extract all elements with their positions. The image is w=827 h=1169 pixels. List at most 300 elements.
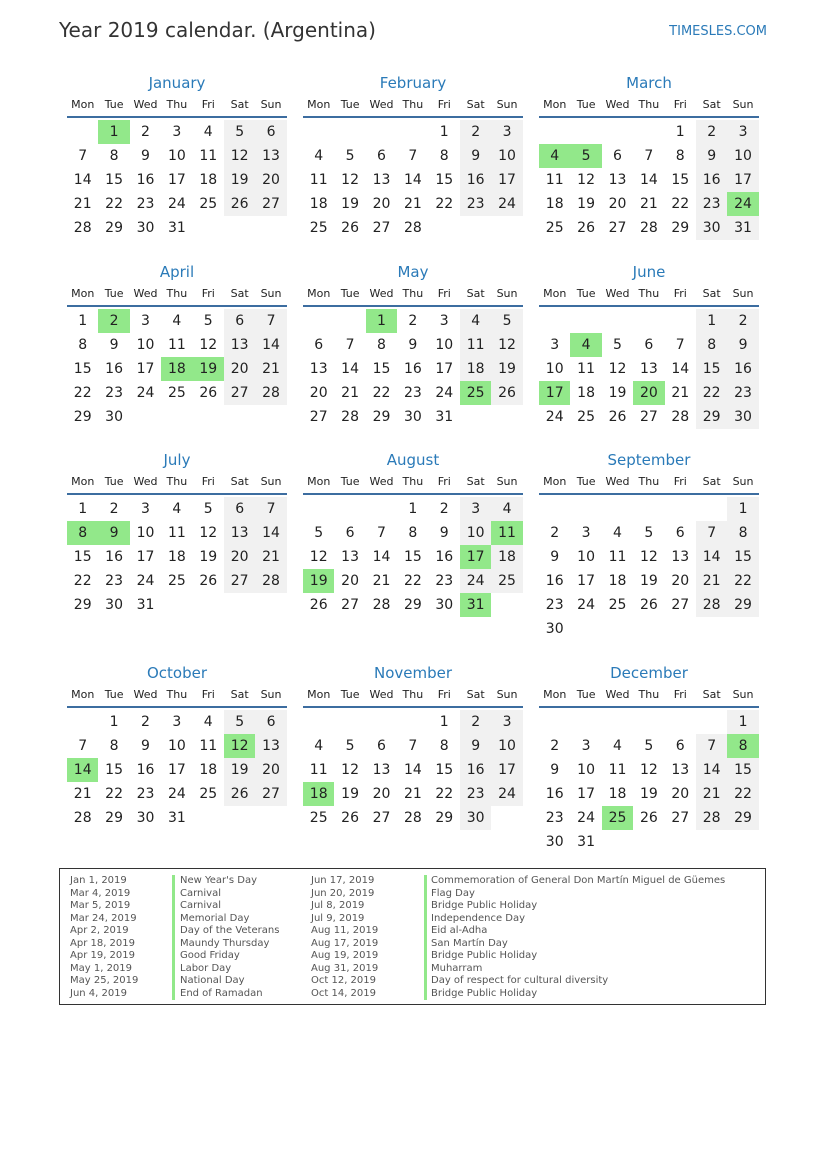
- day-cell: 2: [696, 120, 727, 144]
- holiday-date: Mar 24, 2019: [70, 912, 137, 924]
- day-cell: 6: [224, 497, 255, 521]
- header-divider: [303, 706, 523, 708]
- header-divider: [67, 116, 287, 118]
- legend-dates-column-2: [311, 875, 378, 1000]
- empty-cell: [67, 120, 98, 144]
- weekday-header: [67, 471, 287, 493]
- day-cell: 24: [136, 385, 155, 401]
- day-cell: 8: [675, 148, 685, 164]
- month-name: March: [626, 74, 672, 92]
- day-cell: 26: [199, 573, 218, 589]
- day-cell: 28: [73, 810, 92, 826]
- day-cell: 22: [435, 196, 454, 212]
- day-cell: 30: [545, 834, 564, 850]
- day-cell: 10: [577, 762, 595, 778]
- day-cell: 5: [203, 501, 213, 517]
- day-cell: 26: [224, 782, 255, 806]
- holiday-day-cell: 18: [303, 782, 334, 806]
- day-cell: 6: [255, 120, 286, 144]
- day-cell: 3: [491, 710, 522, 734]
- day-cell: 10: [435, 337, 454, 353]
- day-cell: 7: [408, 148, 418, 164]
- holiday-name: San Martín Day: [431, 937, 508, 949]
- day-cell: 8: [377, 337, 386, 353]
- weekday-label: Mon: [71, 287, 95, 300]
- month-november: [303, 662, 523, 830]
- weekday-label: Fri: [437, 287, 451, 300]
- day-cell: 26: [608, 409, 627, 425]
- holiday-date: Mar 5, 2019: [70, 900, 131, 911]
- day-cell: 6: [675, 525, 685, 541]
- weekday-label: Sat: [466, 475, 485, 488]
- weekday-label: Mon: [71, 98, 95, 111]
- empty-cell: [303, 710, 334, 734]
- day-cell: 18: [199, 762, 218, 778]
- holiday-name: Carnival: [180, 887, 221, 899]
- day-cell: 20: [224, 357, 255, 381]
- day-cell: 21: [73, 786, 92, 802]
- day-cell: 16: [460, 758, 491, 782]
- holiday-date: Apr 19, 2019: [70, 950, 136, 961]
- day-cell: 20: [309, 385, 328, 401]
- day-cell: 13: [341, 549, 359, 565]
- weekday-header: [67, 684, 287, 706]
- empty-cell: [696, 710, 727, 734]
- day-cell: 30: [403, 409, 422, 425]
- day-cell: 5: [224, 710, 255, 734]
- day-cell: 9: [550, 762, 560, 778]
- weekday-header: [67, 283, 287, 305]
- day-grid: [67, 497, 287, 617]
- day-cell: 26: [341, 220, 359, 236]
- weekday-label: Fri: [673, 475, 687, 488]
- day-grid: [539, 710, 759, 854]
- holiday-day-cell: 17: [460, 545, 491, 569]
- weekday-label: Thu: [638, 475, 660, 488]
- day-cell: 17: [136, 549, 155, 565]
- day-cell: 10: [545, 361, 564, 377]
- day-cell: 5: [491, 309, 522, 333]
- day-grid: [67, 710, 287, 830]
- day-cell: 12: [199, 525, 218, 541]
- legend-color-bar-2: [424, 875, 427, 1000]
- day-cell: 17: [577, 573, 595, 589]
- day-cell: 11: [309, 762, 328, 778]
- day-cell: 22: [105, 196, 123, 212]
- day-cell: 31: [435, 409, 454, 425]
- weekday-label: Tue: [104, 688, 124, 701]
- day-cell: 2: [460, 710, 491, 734]
- day-cell: 17: [491, 758, 522, 782]
- empty-cell: [539, 710, 570, 734]
- day-cell: 12: [639, 549, 658, 565]
- day-cell: 29: [435, 810, 454, 826]
- holiday-day-cell: 1: [98, 120, 129, 144]
- day-cell: 12: [341, 172, 359, 188]
- holiday-day-cell: 12: [224, 734, 255, 758]
- holiday-legend: [59, 868, 766, 1005]
- empty-cell: [366, 120, 397, 144]
- day-cell: 17: [491, 168, 522, 192]
- holiday-day-cell: 8: [67, 521, 98, 545]
- holiday-date: Jul 9, 2019: [311, 912, 365, 924]
- weekday-label: Wed: [369, 287, 394, 300]
- day-cell: 29: [727, 806, 758, 830]
- empty-cell: [696, 497, 727, 521]
- day-cell: 22: [372, 385, 391, 401]
- empty-cell: [397, 120, 428, 144]
- empty-cell: [633, 120, 664, 144]
- month-october: [67, 662, 287, 830]
- day-cell: 5: [345, 148, 355, 164]
- day-cell: 14: [639, 172, 658, 188]
- empty-cell: [570, 497, 601, 521]
- day-cell: 22: [403, 573, 422, 589]
- day-cell: 11: [608, 549, 627, 565]
- empty-cell: [665, 309, 696, 333]
- holiday-name: New Year's Day: [180, 875, 258, 886]
- day-cell: 29: [105, 810, 123, 826]
- day-cell: 18: [309, 196, 328, 212]
- day-cell: 18: [577, 385, 595, 401]
- day-cell: 2: [141, 124, 150, 140]
- day-cell: 15: [727, 545, 758, 569]
- day-cell: 24: [435, 385, 454, 401]
- day-cell: 12: [608, 361, 627, 377]
- day-cell: 1: [78, 313, 88, 329]
- site-link[interactable]: TIMESLES.COM: [669, 24, 767, 39]
- day-cell: 4: [613, 525, 622, 541]
- empty-cell: [602, 497, 633, 521]
- weekday-label: Tue: [576, 98, 596, 111]
- day-grid: [67, 120, 287, 240]
- day-cell: 7: [255, 309, 286, 333]
- day-cell: 16: [727, 357, 758, 381]
- day-cell: 19: [639, 573, 658, 589]
- weekday-header: [303, 94, 523, 116]
- day-cell: 1: [439, 714, 449, 730]
- day-cell: 20: [255, 168, 286, 192]
- day-cell: 21: [403, 786, 422, 802]
- weekday-label: Fri: [673, 688, 687, 701]
- day-cell: 9: [408, 337, 418, 353]
- holiday-name: National Day: [180, 975, 245, 986]
- day-cell: 3: [172, 124, 182, 140]
- weekday-label: Wed: [605, 287, 630, 300]
- day-cell: 25: [545, 220, 564, 236]
- day-cell: 21: [696, 782, 727, 806]
- weekday-label: Sun: [496, 98, 518, 111]
- day-cell: 9: [460, 144, 491, 168]
- month-name: November: [373, 664, 453, 682]
- day-cell: 30: [105, 597, 123, 613]
- day-cell: 23: [545, 810, 564, 826]
- day-cell: 24: [577, 810, 595, 826]
- day-cell: 27: [671, 597, 690, 613]
- day-grid: [67, 309, 287, 429]
- weekday-label: Wed: [605, 688, 630, 701]
- holiday-date: Mar 4, 2019: [70, 887, 131, 899]
- holiday-date: Apr 18, 2019: [70, 937, 136, 949]
- day-cell: 12: [491, 333, 522, 357]
- day-cell: 18: [460, 357, 491, 381]
- month-july: [67, 449, 287, 617]
- day-cell: 28: [341, 409, 359, 425]
- day-cell: 24: [491, 192, 522, 216]
- day-cell: 14: [341, 361, 359, 377]
- empty-cell: [303, 120, 334, 144]
- day-cell: 9: [696, 144, 727, 168]
- day-cell: 9: [550, 549, 560, 565]
- day-cell: 28: [696, 593, 727, 617]
- holiday-name: Day of the Veterans: [180, 925, 280, 936]
- legend-color-bar-1: [172, 875, 175, 1000]
- holiday-name: Independence Day: [431, 912, 526, 924]
- day-cell: 22: [73, 573, 92, 589]
- holiday-day-cell: 2: [98, 309, 129, 333]
- holiday-day-cell: 24: [727, 192, 758, 216]
- empty-cell: [602, 120, 633, 144]
- day-cell: 7: [644, 148, 654, 164]
- holiday-date: Aug 19, 2019: [311, 950, 379, 961]
- day-cell: 4: [203, 124, 213, 140]
- weekday-label: Tue: [104, 287, 124, 300]
- weekday-label: Wed: [605, 98, 630, 111]
- holiday-date: Aug 17, 2019: [311, 937, 379, 949]
- day-cell: 30: [460, 806, 491, 830]
- day-cell: 19: [608, 385, 627, 401]
- day-cell: 27: [224, 381, 255, 405]
- weekday-label: Tue: [340, 287, 360, 300]
- day-cell: 12: [341, 762, 359, 778]
- day-cell: 18: [491, 545, 522, 569]
- empty-cell: [397, 710, 428, 734]
- empty-cell: [366, 710, 397, 734]
- weekday-label: Wed: [369, 98, 394, 111]
- day-cell: 9: [439, 525, 449, 541]
- day-cell: 29: [73, 409, 92, 425]
- weekday-label: Fri: [673, 287, 687, 300]
- day-cell: 5: [644, 525, 654, 541]
- day-cell: 24: [167, 196, 186, 212]
- day-cell: 29: [372, 409, 391, 425]
- day-cell: 28: [403, 810, 422, 826]
- day-cell: 22: [696, 381, 727, 405]
- weekday-label: Sat: [466, 98, 485, 111]
- day-cell: 10: [136, 337, 155, 353]
- day-cell: 7: [78, 738, 88, 754]
- day-cell: 15: [696, 357, 727, 381]
- month-march: [539, 72, 759, 240]
- holiday-name: Day of respect for cultural diversity: [431, 975, 609, 986]
- month-april: [67, 261, 287, 429]
- weekday-label: Thu: [166, 688, 188, 701]
- weekday-label: Tue: [340, 688, 360, 701]
- day-cell: 13: [608, 172, 627, 188]
- day-cell: 26: [224, 192, 255, 216]
- day-cell: 10: [167, 738, 186, 754]
- day-cell: 7: [408, 738, 418, 754]
- day-cell: 10: [491, 734, 522, 758]
- day-cell: 21: [671, 385, 690, 401]
- day-cell: 22: [671, 196, 690, 212]
- day-cell: 20: [372, 786, 391, 802]
- day-cell: 26: [639, 597, 658, 613]
- day-cell: 11: [199, 148, 218, 164]
- day-cell: 13: [255, 734, 286, 758]
- holiday-name: Flag Day: [431, 887, 475, 899]
- day-cell: 27: [255, 192, 286, 216]
- empty-cell: [334, 497, 365, 521]
- weekday-label: Tue: [340, 98, 360, 111]
- day-cell: 20: [255, 758, 286, 782]
- day-cell: 18: [608, 573, 627, 589]
- header-divider: [67, 493, 287, 495]
- day-cell: 19: [224, 758, 255, 782]
- weekday-label: Wed: [369, 688, 394, 701]
- day-cell: 21: [696, 569, 727, 593]
- day-cell: 15: [73, 549, 92, 565]
- weekday-label: Thu: [166, 98, 188, 111]
- weekday-label: Wed: [133, 287, 158, 300]
- day-cell: 2: [550, 525, 560, 541]
- header-divider: [303, 493, 523, 495]
- holiday-date: Apr 2, 2019: [70, 925, 129, 936]
- weekday-label: Wed: [133, 98, 158, 111]
- weekday-label: Sun: [260, 475, 282, 488]
- weekday-label: Sat: [230, 287, 249, 300]
- month-may: [303, 261, 523, 429]
- weekday-label: Sat: [702, 475, 721, 488]
- day-cell: 24: [136, 573, 155, 589]
- day-cell: 4: [314, 148, 324, 164]
- day-cell: 14: [255, 333, 286, 357]
- empty-cell: [334, 710, 365, 734]
- day-cell: 6: [224, 309, 255, 333]
- day-cell: 30: [727, 405, 758, 429]
- empty-cell: [570, 710, 601, 734]
- day-cell: 20: [341, 573, 359, 589]
- day-cell: 6: [675, 738, 685, 754]
- weekday-label: Fri: [437, 98, 451, 111]
- day-cell: 5: [203, 313, 213, 329]
- weekday-label: Thu: [166, 475, 188, 488]
- header-divider: [67, 305, 287, 307]
- day-cell: 13: [671, 762, 690, 778]
- day-cell: 15: [105, 172, 123, 188]
- month-name: July: [163, 451, 191, 469]
- day-cell: 30: [696, 216, 727, 240]
- weekday-label: Sat: [230, 475, 249, 488]
- day-cell: 25: [309, 810, 328, 826]
- day-cell: 14: [372, 549, 391, 565]
- day-cell: 21: [73, 196, 92, 212]
- holiday-name: Eid al-Adha: [431, 925, 488, 936]
- day-cell: 6: [644, 337, 654, 353]
- weekday-label: Thu: [402, 688, 424, 701]
- day-cell: 9: [460, 734, 491, 758]
- day-cell: 13: [639, 361, 658, 377]
- weekday-label: Sun: [496, 688, 518, 701]
- day-cell: 22: [435, 786, 454, 802]
- empty-cell: [570, 309, 601, 333]
- day-cell: 26: [577, 220, 595, 236]
- holiday-day-cell: 1: [366, 309, 397, 333]
- holiday-name: Bridge Public Holiday: [431, 987, 538, 999]
- empty-cell: [67, 710, 98, 734]
- day-cell: 25: [577, 409, 595, 425]
- day-grid: [303, 120, 523, 240]
- day-cell: 20: [671, 573, 690, 589]
- day-cell: 13: [671, 549, 690, 565]
- day-cell: 23: [460, 782, 491, 806]
- month-june: [539, 261, 759, 429]
- day-cell: 10: [136, 525, 155, 541]
- weekday-label: Mon: [543, 287, 567, 300]
- day-cell: 2: [141, 714, 150, 730]
- holiday-date: Oct 12, 2019: [311, 975, 376, 986]
- day-cell: 14: [696, 545, 727, 569]
- empty-cell: [570, 120, 601, 144]
- day-cell: 26: [341, 810, 359, 826]
- weekday-label: Sun: [260, 98, 282, 111]
- day-cell: 30: [136, 810, 155, 826]
- day-cell: 16: [136, 172, 155, 188]
- legend-names-column-2: [431, 875, 725, 1000]
- weekday-header: [303, 471, 523, 493]
- weekday-label: Fri: [201, 287, 215, 300]
- weekday-header: [539, 283, 759, 305]
- holiday-date: Jun 20, 2019: [311, 887, 375, 899]
- weekday-label: Sat: [466, 688, 485, 701]
- day-cell: 27: [608, 220, 627, 236]
- day-cell: 18: [608, 786, 627, 802]
- day-cell: 19: [491, 357, 522, 381]
- empty-cell: [602, 710, 633, 734]
- day-cell: 23: [545, 597, 564, 613]
- day-cell: 13: [309, 361, 328, 377]
- month-name: May: [397, 263, 429, 281]
- holiday-name: Carnival: [180, 900, 221, 911]
- empty-cell: [633, 497, 664, 521]
- day-cell: 27: [639, 409, 658, 425]
- day-grid: [303, 710, 523, 830]
- holiday-name: Commemoration of General Don Martín Miguel de Güemes: [431, 875, 726, 886]
- day-cell: 15: [73, 361, 92, 377]
- day-cell: 15: [372, 361, 391, 377]
- holiday-day-cell: 4: [539, 144, 570, 168]
- day-cell: 28: [639, 220, 658, 236]
- day-cell: 9: [109, 337, 119, 353]
- holiday-day-cell: 20: [633, 381, 664, 405]
- day-cell: 7: [255, 497, 286, 521]
- holiday-day-cell: 5: [570, 144, 601, 168]
- day-cell: 15: [435, 762, 454, 778]
- day-cell: 4: [613, 738, 622, 754]
- weekday-label: Sat: [466, 287, 485, 300]
- day-cell: 4: [203, 714, 213, 730]
- day-cell: 13: [224, 333, 255, 357]
- day-cell: 13: [372, 172, 391, 188]
- day-cell: 26: [639, 810, 658, 826]
- weekday-label: Thu: [402, 98, 424, 111]
- day-cell: 3: [550, 337, 560, 353]
- day-cell: 24: [460, 569, 491, 593]
- day-cell: 7: [696, 734, 727, 758]
- holiday-date: Jun 4, 2019: [70, 987, 127, 999]
- day-cell: 26: [491, 381, 522, 405]
- day-cell: 19: [341, 786, 359, 802]
